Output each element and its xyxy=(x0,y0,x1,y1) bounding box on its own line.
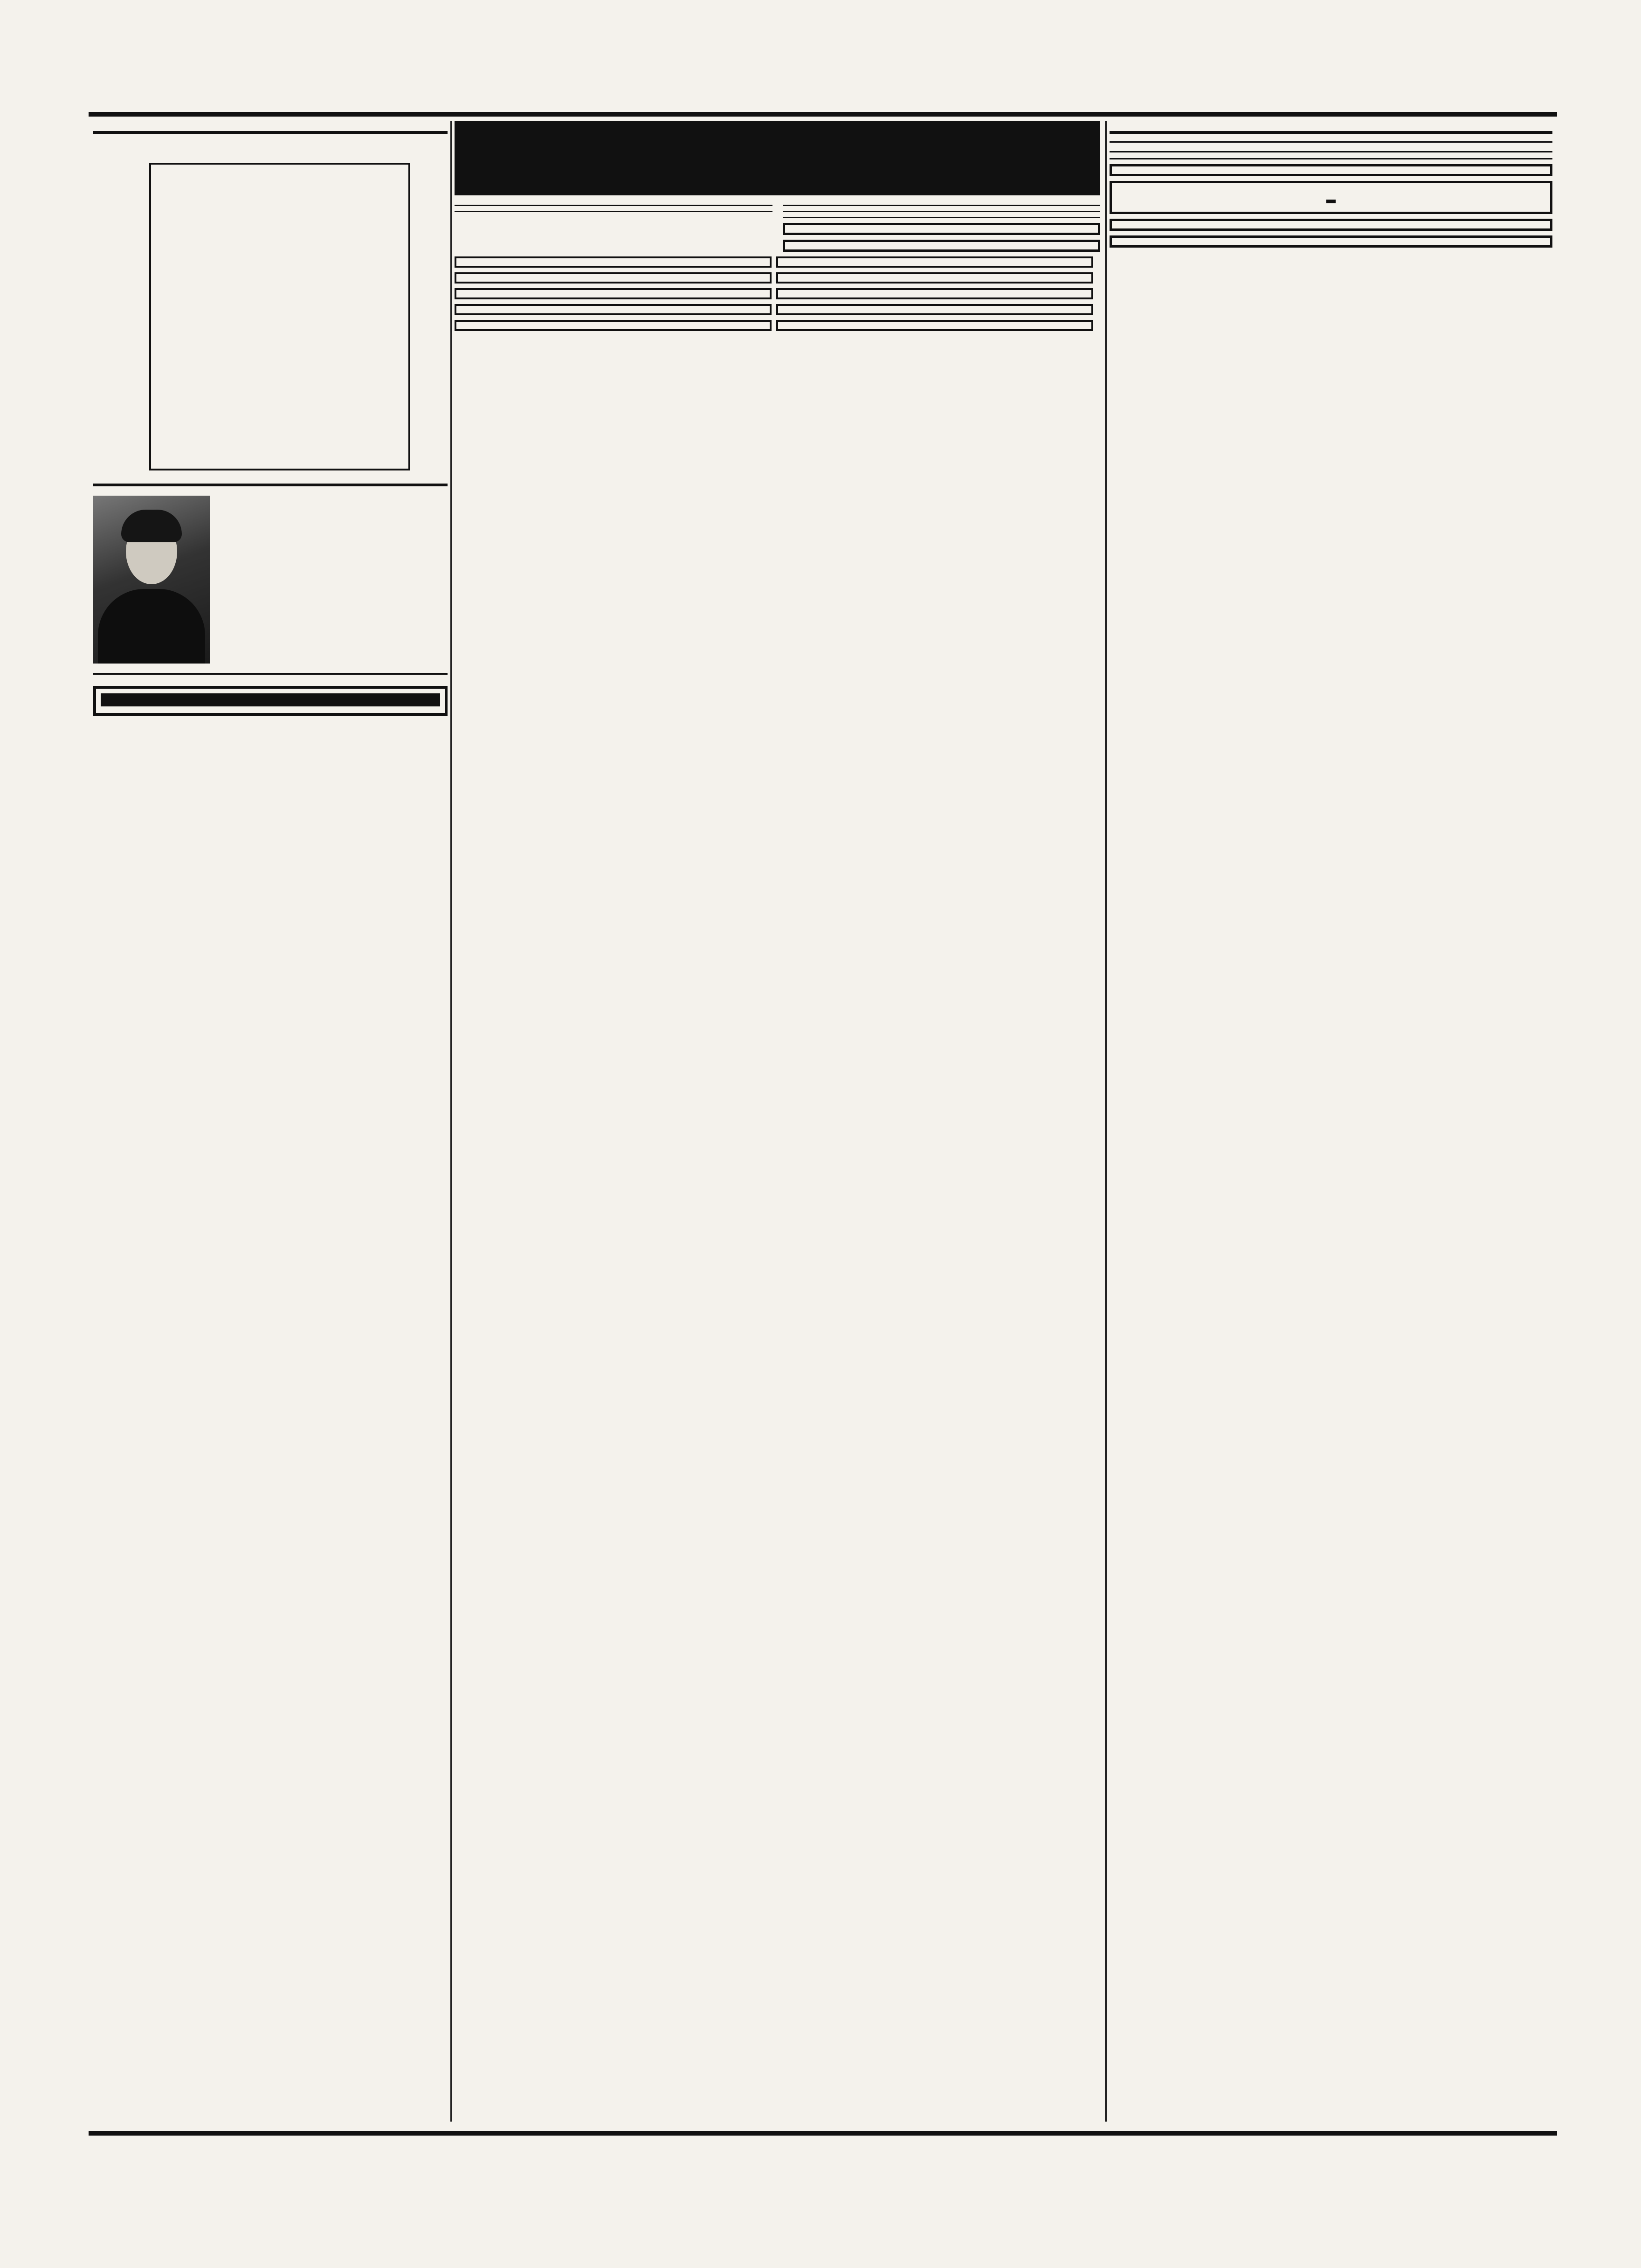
cinema-title xyxy=(783,211,1101,212)
casa-russia-ad xyxy=(1110,235,1552,248)
masthead xyxy=(84,56,1557,112)
right-column xyxy=(1110,119,1552,2124)
sao-luiz-ad xyxy=(455,272,772,284)
politeama-ad xyxy=(776,288,1093,299)
ginasio-lys-ad xyxy=(455,320,772,331)
odeon-palacio-ad xyxy=(455,304,772,315)
teatros-subcolumns xyxy=(455,200,1100,256)
crossword-grid-wrap xyxy=(126,139,415,475)
capitolio-ad xyxy=(1110,219,1552,231)
variedades-title xyxy=(783,217,1101,218)
avenida-ad xyxy=(776,256,1093,268)
column-rule xyxy=(1105,121,1107,2122)
music-hall-ad xyxy=(93,686,448,716)
maria-vitoria-ad xyxy=(455,256,772,268)
mundana-title xyxy=(1110,141,1552,146)
dmaria-ad xyxy=(1110,164,1552,176)
eden-ad xyxy=(455,288,772,299)
magalhaes-ad xyxy=(783,223,1101,235)
column-rule xyxy=(450,121,452,2122)
teatros-banner xyxy=(455,121,1100,195)
escola-title xyxy=(1110,151,1552,159)
amadores-title xyxy=(783,205,1101,206)
middle-column xyxy=(455,119,1100,2124)
music-hall-logo xyxy=(101,693,440,706)
grid-row-numbers xyxy=(126,163,147,470)
trindade-name xyxy=(1326,200,1336,203)
artist-photo xyxy=(93,496,210,664)
crossword-grid xyxy=(149,163,410,470)
camaras-title xyxy=(1110,128,1552,134)
teatros-left-subcolumn xyxy=(455,200,772,256)
condes-ad xyxy=(776,304,1093,315)
primeiras-title xyxy=(455,211,772,212)
cervejaria-ad xyxy=(93,496,448,666)
cervejaria-title xyxy=(93,484,448,491)
teatros-right-subcolumn xyxy=(783,200,1101,256)
apolo-ad xyxy=(783,240,1101,252)
left-column xyxy=(93,119,448,2124)
reposteiro-title xyxy=(455,205,772,206)
orquestra-title xyxy=(93,673,448,678)
cinema-ads xyxy=(455,256,1100,331)
trindade-ad xyxy=(1110,181,1552,214)
rex-terrasse-casino-ad xyxy=(776,320,1093,331)
crossword-title xyxy=(93,128,448,134)
tivoli-ad xyxy=(776,272,1093,284)
grid-column-numbers xyxy=(149,139,410,160)
